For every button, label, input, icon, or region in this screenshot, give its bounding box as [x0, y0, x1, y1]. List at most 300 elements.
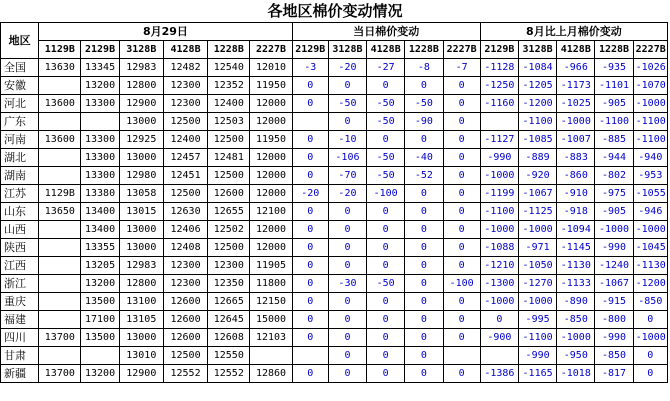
monthly-change-cell: -889 [518, 149, 556, 167]
price-cell: 12665 [208, 293, 250, 311]
daily-change-cell [443, 347, 480, 365]
monthly-change-cell: -1100 [595, 113, 633, 131]
price-cell [250, 347, 292, 365]
daily-change-cell [292, 113, 328, 131]
price-cell: 13300 [81, 95, 119, 113]
price-cell: 12983 [119, 257, 163, 275]
monthly-change-cell: -1127 [480, 131, 518, 149]
price-cell: 13345 [81, 59, 119, 77]
daily-change-cell: 0 [328, 113, 366, 131]
monthly-change-cell: -953 [633, 167, 667, 185]
header-group-daily: 当日棉价变动 [292, 23, 480, 41]
monthly-change-cell: -1000 [557, 113, 595, 131]
monthly-change-cell: -1026 [633, 59, 667, 77]
table-row [1, 221, 668, 239]
region-cell: 山西 [1, 221, 39, 239]
price-cell: 12502 [208, 221, 250, 239]
monthly-change-cell: -1045 [633, 239, 667, 257]
table-row [1, 239, 668, 257]
monthly-change-cell: -1000 [518, 221, 556, 239]
monthly-change-cell: -1100 [480, 203, 518, 221]
monthly-change-cell: 0 [480, 311, 518, 329]
monthly-change-cell: -910 [557, 185, 595, 203]
price-cell: 11905 [250, 257, 292, 275]
monthly-change-cell: -990 [595, 239, 633, 257]
region-cell: 陕西 [1, 239, 39, 257]
price-cell: 12800 [119, 275, 163, 293]
monthly-change-cell: -802 [595, 167, 633, 185]
daily-change-cell: 0 [367, 131, 405, 149]
daily-change-cell: -50 [405, 95, 443, 113]
table-row [1, 59, 668, 77]
daily-change-cell: 0 [405, 311, 443, 329]
monthly-change-cell: 0 [633, 347, 667, 365]
table-row [1, 275, 668, 293]
daily-change-cell: 0 [443, 239, 480, 257]
price-cell: 13015 [119, 203, 163, 221]
monthly-change-cell: 0 [633, 311, 667, 329]
daily-change-cell: -70 [328, 167, 366, 185]
daily-change-cell: 0 [443, 293, 480, 311]
daily-change-cell: -50 [367, 95, 405, 113]
daily-change-cell: 0 [367, 257, 405, 275]
price-cell: 12100 [250, 203, 292, 221]
price-cell: 12000 [250, 113, 292, 131]
daily-change-cell: -50 [367, 113, 405, 131]
daily-change-cell: 0 [328, 77, 366, 95]
daily-change-cell: 0 [405, 203, 443, 221]
monthly-change-cell: -971 [518, 239, 556, 257]
price-cell: 13400 [81, 203, 119, 221]
price-cell [39, 257, 81, 275]
monthly-change-cell: -1128 [480, 59, 518, 77]
daily-change-cell: 0 [405, 185, 443, 203]
price-col-header: 2227B [250, 41, 292, 59]
monthly-change-cell: -1205 [518, 77, 556, 95]
monthly-change-col-header: 3128B [518, 41, 556, 59]
price-cell: 12400 [163, 131, 207, 149]
daily-change-cell: 0 [405, 347, 443, 365]
daily-change-cell: -20 [328, 185, 366, 203]
price-cell [39, 149, 81, 167]
monthly-change-cell: -1000 [633, 329, 667, 347]
daily-change-cell: -27 [367, 59, 405, 77]
monthly-change-cell: -1000 [480, 293, 518, 311]
price-cell: 12300 [163, 95, 207, 113]
monthly-change-cell: -850 [633, 293, 667, 311]
monthly-change-cell: -1100 [633, 131, 667, 149]
price-cell: 12983 [119, 59, 163, 77]
monthly-change-cell: -1084 [518, 59, 556, 77]
monthly-change-cell: -1100 [518, 113, 556, 131]
table-row [1, 365, 668, 383]
daily-change-cell: 0 [292, 275, 328, 293]
price-cell: 12600 [163, 311, 207, 329]
daily-change-cell: 0 [443, 221, 480, 239]
price-cell [39, 275, 81, 293]
price-cell [39, 167, 81, 185]
price-cell: 12500 [208, 239, 250, 257]
monthly-change-cell: -1050 [518, 257, 556, 275]
price-cell: 13500 [81, 329, 119, 347]
monthly-change-cell [480, 347, 518, 365]
price-cell: 13000 [119, 329, 163, 347]
monthly-change-cell: -1300 [480, 275, 518, 293]
monthly-change-col-header: 1228B [595, 41, 633, 59]
monthly-change-cell: -1160 [480, 95, 518, 113]
table-row [1, 149, 668, 167]
monthly-change-cell: -1130 [557, 257, 595, 275]
monthly-change-cell: -1145 [557, 239, 595, 257]
price-cell: 13200 [81, 365, 119, 383]
monthly-change-cell: -915 [595, 293, 633, 311]
daily-change-cell: 0 [405, 365, 443, 383]
price-cell [39, 221, 81, 239]
daily-change-cell: -106 [328, 149, 366, 167]
daily-change-cell: 0 [367, 329, 405, 347]
price-cell: 13000 [119, 221, 163, 239]
price-cell: 12552 [208, 365, 250, 383]
table-row [1, 329, 668, 347]
monthly-change-cell: -900 [480, 329, 518, 347]
price-cell: 12000 [250, 95, 292, 113]
monthly-change-cell: -1070 [633, 77, 667, 95]
monthly-change-cell: -905 [595, 95, 633, 113]
price-cell: 13000 [119, 239, 163, 257]
monthly-change-cell: -1133 [557, 275, 595, 293]
monthly-change-cell: -935 [595, 59, 633, 77]
price-cell: 12451 [163, 167, 207, 185]
price-cell [39, 293, 81, 311]
price-cell: 13058 [119, 185, 163, 203]
daily-change-cell: 0 [328, 329, 366, 347]
monthly-change-cell: -1000 [557, 329, 595, 347]
price-cell: 12600 [163, 329, 207, 347]
monthly-change-cell: -1000 [633, 95, 667, 113]
price-cell: 13380 [81, 185, 119, 203]
price-cell: 13300 [81, 149, 119, 167]
daily-change-cell: 0 [443, 203, 480, 221]
daily-change-cell: -40 [405, 149, 443, 167]
monthly-change-cell: -918 [557, 203, 595, 221]
price-col-header: 3128B [119, 41, 163, 59]
monthly-change-cell: -1000 [595, 221, 633, 239]
daily-change-cell: -50 [367, 149, 405, 167]
monthly-change-cell: -885 [595, 131, 633, 149]
price-cell: 13600 [39, 95, 81, 113]
daily-change-cell: 0 [443, 77, 480, 95]
price-cell: 12980 [119, 167, 163, 185]
table-row [1, 113, 668, 131]
monthly-change-cell: -1018 [557, 365, 595, 383]
monthly-change-cell: -905 [595, 203, 633, 221]
price-cell: 12300 [163, 257, 207, 275]
daily-change-cell: 0 [443, 131, 480, 149]
daily-change-cell: -50 [367, 275, 405, 293]
daily-change-cell: 0 [367, 239, 405, 257]
price-cell: 12630 [163, 203, 207, 221]
daily-change-cell: 0 [328, 311, 366, 329]
daily-change-cell: 0 [443, 311, 480, 329]
daily-change-cell: -8 [405, 59, 443, 77]
price-cell: 12000 [250, 221, 292, 239]
region-cell: 广东 [1, 113, 39, 131]
region-cell: 重庆 [1, 293, 39, 311]
daily-change-cell: 0 [292, 239, 328, 257]
price-cell: 12500 [208, 167, 250, 185]
monthly-change-cell: -1386 [480, 365, 518, 383]
price-cell: 13400 [81, 221, 119, 239]
daily-change-cell: 0 [292, 311, 328, 329]
daily-change-cell: 0 [292, 293, 328, 311]
monthly-change-cell: -990 [518, 347, 556, 365]
table-row [1, 311, 668, 329]
daily-change-cell: 0 [405, 221, 443, 239]
monthly-change-cell: -1240 [595, 257, 633, 275]
region-cell: 江苏 [1, 185, 39, 203]
price-cell: 12800 [119, 77, 163, 95]
monthly-change-cell: -995 [518, 311, 556, 329]
table-row [1, 95, 668, 113]
price-cell: 12552 [163, 365, 207, 383]
daily-change-col-header: 4128B [367, 41, 405, 59]
table-row [1, 347, 668, 365]
monthly-change-cell: -883 [557, 149, 595, 167]
table-row [1, 185, 668, 203]
region-cell: 浙江 [1, 275, 39, 293]
price-cell: 12300 [163, 77, 207, 95]
monthly-change-cell: -817 [595, 365, 633, 383]
daily-change-cell: 0 [367, 365, 405, 383]
monthly-change-cell: -1210 [480, 257, 518, 275]
monthly-change-cell: -950 [557, 347, 595, 365]
monthly-change-cell: -946 [633, 203, 667, 221]
daily-change-cell: -52 [405, 167, 443, 185]
monthly-change-cell: -1000 [480, 221, 518, 239]
region-cell: 安徽 [1, 77, 39, 95]
price-cell: 12406 [163, 221, 207, 239]
page-title: 各地区棉价变动情况 [267, 2, 403, 20]
table-row [1, 131, 668, 149]
price-cell: 12350 [208, 275, 250, 293]
daily-change-col-header: 3128B [328, 41, 366, 59]
price-cell: 12150 [250, 293, 292, 311]
monthly-change-col-header: 2227B [633, 41, 667, 59]
price-cell [39, 113, 81, 131]
monthly-change-cell: -1130 [633, 257, 667, 275]
price-cell: 15000 [250, 311, 292, 329]
region-cell: 河南 [1, 131, 39, 149]
daily-change-cell: -3 [292, 59, 328, 77]
price-cell [39, 239, 81, 257]
header-group-monthly: 8月比上月棉价变动 [480, 23, 667, 41]
price-cell: 12300 [208, 257, 250, 275]
price-cell: 12103 [250, 329, 292, 347]
price-cell [81, 347, 119, 365]
price-cell: 12900 [119, 95, 163, 113]
region-cell: 福建 [1, 311, 39, 329]
daily-change-cell: 0 [405, 329, 443, 347]
price-col-header: 4128B [163, 41, 207, 59]
daily-change-cell: 0 [367, 203, 405, 221]
price-cell: 13630 [39, 59, 81, 77]
daily-change-cell: 0 [443, 365, 480, 383]
region-cell: 全国 [1, 59, 39, 77]
price-cell: 13300 [81, 131, 119, 149]
monthly-change-cell: -1000 [633, 221, 667, 239]
daily-change-cell: -90 [405, 113, 443, 131]
daily-change-cell: 0 [292, 203, 328, 221]
daily-change-col-header: 2227B [443, 41, 480, 59]
price-cell: 12500 [163, 113, 207, 131]
daily-change-cell: 0 [443, 329, 480, 347]
price-col-header: 2129B [81, 41, 119, 59]
daily-change-cell: 0 [292, 329, 328, 347]
daily-change-cell: 0 [405, 239, 443, 257]
price-cell: 11950 [250, 77, 292, 95]
daily-change-cell: 0 [292, 131, 328, 149]
price-col-header: 1228B [208, 41, 250, 59]
monthly-change-cell: -1200 [633, 275, 667, 293]
daily-change-cell: -50 [328, 95, 366, 113]
price-cell: 13205 [81, 257, 119, 275]
monthly-change-cell: -1250 [480, 77, 518, 95]
price-cell: 12608 [208, 329, 250, 347]
table-row [1, 77, 668, 95]
daily-change-cell: 0 [367, 293, 405, 311]
price-cell: 13000 [119, 149, 163, 167]
daily-change-cell: 0 [405, 293, 443, 311]
monthly-change-cell: -850 [595, 347, 633, 365]
monthly-change-cell: -1199 [480, 185, 518, 203]
price-cell: 13700 [39, 365, 81, 383]
daily-change-cell: 0 [443, 185, 480, 203]
price-cell: 12300 [163, 275, 207, 293]
price-cell: 12457 [163, 149, 207, 167]
monthly-change-cell: -1000 [518, 293, 556, 311]
daily-change-cell: 0 [328, 293, 366, 311]
price-cell: 13105 [119, 311, 163, 329]
price-cell: 12600 [163, 293, 207, 311]
price-cell: 13650 [39, 203, 81, 221]
price-cell: 12352 [208, 77, 250, 95]
monthly-change-cell: -1270 [518, 275, 556, 293]
price-cell: 12900 [119, 365, 163, 383]
monthly-change-cell: -1165 [518, 365, 556, 383]
price-cell: 12655 [208, 203, 250, 221]
price-cell: 13300 [81, 167, 119, 185]
daily-change-cell: 0 [405, 131, 443, 149]
price-cell: 1129B [39, 185, 81, 203]
daily-change-cell: -100 [367, 185, 405, 203]
price-cell: 12482 [163, 59, 207, 77]
price-cell: 13500 [81, 293, 119, 311]
price-cell: 12500 [163, 185, 207, 203]
monthly-change-cell: -860 [557, 167, 595, 185]
monthly-change-cell: -1055 [633, 185, 667, 203]
monthly-change-cell: -944 [595, 149, 633, 167]
price-cell: 12860 [250, 365, 292, 383]
price-cell: 13355 [81, 239, 119, 257]
daily-change-cell: 0 [443, 257, 480, 275]
price-cell [39, 347, 81, 365]
monthly-change-cell: -1085 [518, 131, 556, 149]
price-cell: 13100 [119, 293, 163, 311]
monthly-change-cell: -1007 [557, 131, 595, 149]
price-cell: 13200 [81, 77, 119, 95]
daily-change-cell: 0 [328, 221, 366, 239]
table-row [1, 293, 668, 311]
price-cell: 12010 [250, 59, 292, 77]
price-cell: 17100 [81, 311, 119, 329]
daily-change-col-header: 2129B [292, 41, 328, 59]
region-cell: 甘肃 [1, 347, 39, 365]
region-cell: 新疆 [1, 365, 39, 383]
daily-change-cell: 0 [292, 149, 328, 167]
daily-change-cell: 0 [292, 221, 328, 239]
monthly-change-cell: -1100 [633, 113, 667, 131]
daily-change-cell: 0 [443, 149, 480, 167]
monthly-change-cell: -975 [595, 185, 633, 203]
daily-change-cell: -20 [292, 185, 328, 203]
price-cell [39, 77, 81, 95]
daily-change-cell: 0 [443, 113, 480, 131]
price-cell: 13000 [119, 113, 163, 131]
monthly-change-cell: -966 [557, 59, 595, 77]
price-cell: 12550 [208, 347, 250, 365]
daily-change-cell: 0 [292, 257, 328, 275]
monthly-change-cell: -940 [633, 149, 667, 167]
region-cell: 江西 [1, 257, 39, 275]
region-cell: 湖南 [1, 167, 39, 185]
daily-change-cell: 0 [443, 95, 480, 113]
table-row [1, 203, 668, 221]
price-cell: 12925 [119, 131, 163, 149]
monthly-change-cell: -1025 [557, 95, 595, 113]
table-row [1, 167, 668, 185]
monthly-change-cell: -920 [518, 167, 556, 185]
daily-change-cell: -7 [443, 59, 480, 77]
daily-change-cell: -50 [367, 167, 405, 185]
daily-change-cell [292, 347, 328, 365]
monthly-change-cell: -1173 [557, 77, 595, 95]
daily-change-cell: 0 [443, 167, 480, 185]
daily-change-cell: 0 [328, 203, 366, 221]
monthly-change-cell [480, 113, 518, 131]
daily-change-cell: 0 [367, 221, 405, 239]
daily-change-cell: 0 [292, 95, 328, 113]
daily-change-cell: 0 [367, 347, 405, 365]
region-cell: 四川 [1, 329, 39, 347]
monthly-change-cell: -1000 [480, 167, 518, 185]
price-cell: 11800 [250, 275, 292, 293]
monthly-change-cell: -1088 [480, 239, 518, 257]
table-row [1, 257, 668, 275]
monthly-change-col-header: 4128B [557, 41, 595, 59]
daily-change-cell: -10 [328, 131, 366, 149]
daily-change-cell: 0 [292, 77, 328, 95]
price-cell: 12503 [208, 113, 250, 131]
daily-change-cell: -100 [443, 275, 480, 293]
price-cell: 12000 [250, 239, 292, 257]
cotton-price-table [0, 22, 668, 383]
monthly-change-cell: -850 [557, 311, 595, 329]
daily-change-cell: 0 [292, 365, 328, 383]
price-cell: 11950 [250, 131, 292, 149]
price-cell: 12600 [208, 185, 250, 203]
region-cell: 山东 [1, 203, 39, 221]
monthly-change-cell: -990 [480, 149, 518, 167]
